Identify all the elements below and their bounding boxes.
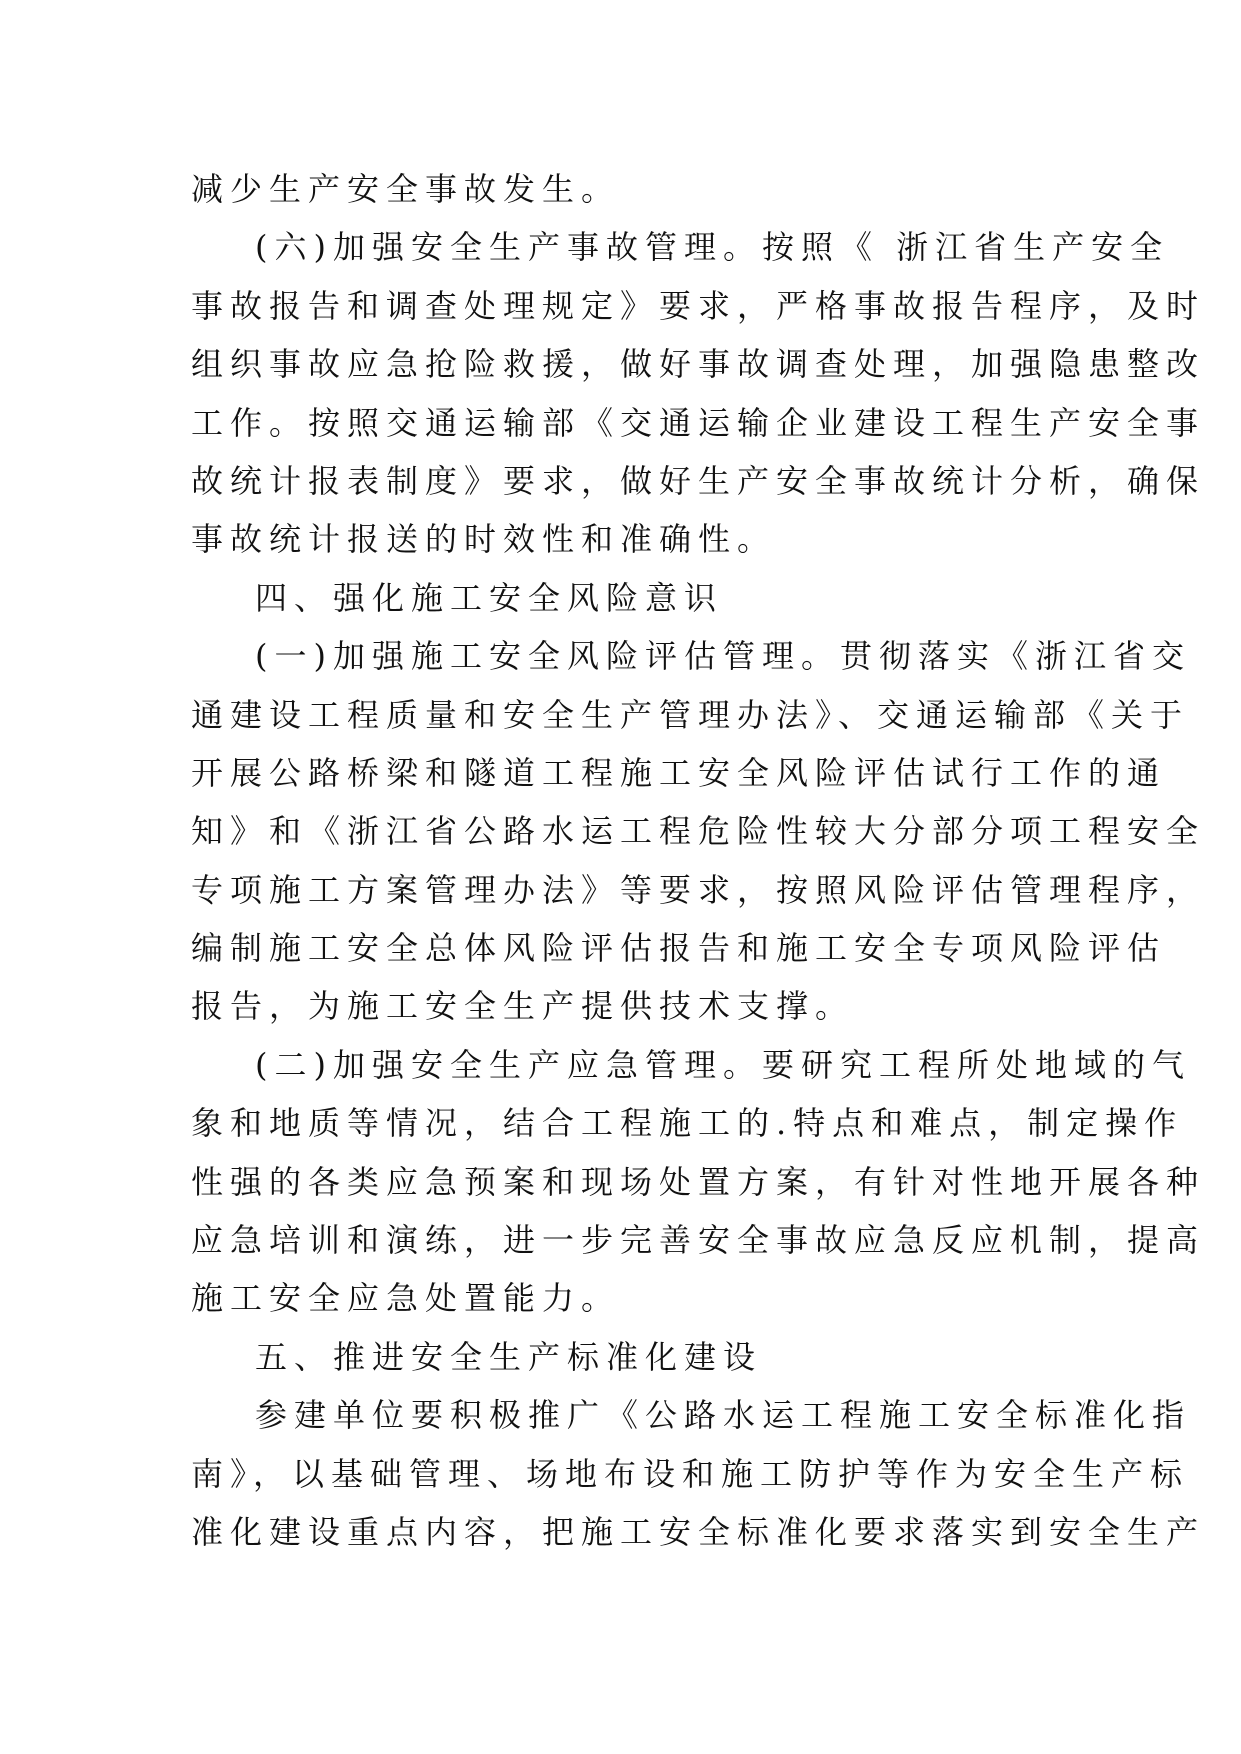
text-line: 组织事故应急抢险救援，做好事故调查处理，加强隐患整改: [191, 345, 1206, 384]
section-four-heading: 四、强化施工安全风险意识: [255, 578, 724, 617]
text-line: 开展公路桥梁和隧道工程施工安全风险评估试行工作的通: [191, 753, 1167, 792]
text-line: 性强的各类应急预案和现场处置方案，有针对性地开展各种: [191, 1162, 1206, 1201]
text-line: 知》和《浙江省公路水运工程危险性较大分部分项工程安全: [191, 812, 1206, 851]
text-line: 准化建设重点内容，把施工安全标准化要求落实到安全生产: [191, 1512, 1206, 1551]
text-line: 通建设工程质量和安全生产管理办法》、交通运输部《关于: [191, 695, 1190, 734]
text-line: 工作。按照交通运输部《交通运输企业建设工程生产安全事: [191, 403, 1206, 442]
paragraph-first-line: 参建单位要积极推广《公路水运工程施工安全标准化指: [255, 1396, 1192, 1435]
text-line: 施工安全应急处置能力。: [191, 1279, 621, 1318]
text-line: 事故报告和调查处理规定》要求，严格事故报告程序，及时: [191, 286, 1206, 325]
document-body: [191, 160, 1206, 1561]
text-line: 南》，以基础管理、场地布设和施工防护等作为安全生产标: [191, 1454, 1190, 1493]
text-line: 报告，为施工安全生产提供技术支撑。: [191, 987, 855, 1026]
text-line: 专项施工方案管理办法》等要求，按照风险评估管理程序，: [191, 870, 1206, 909]
paragraph-one-heading-line: (一)加强施工安全风险评估管理。贯彻落实《浙江省交: [255, 637, 1191, 676]
text-line: 事故统计报送的时效性和准确性。: [191, 520, 777, 559]
text-line: 应急培训和演练，进一步完善安全事故应急反应机制，提高: [191, 1221, 1206, 1260]
text-line: 减少生产安全事故发生。: [191, 170, 621, 208]
text-line: 故统计报表制度》要求，做好生产安全事故统计分析，确保: [191, 461, 1206, 500]
text-line: 编制施工安全总体风险评估报告和施工安全专项风险评估: [191, 929, 1167, 968]
text-line: 象和地质等情况，结合工程施工的.特点和难点，制定操作: [191, 1104, 1184, 1143]
paragraph-two-heading-line: (二)加强安全生产应急管理。要研究工程所处地域的气: [255, 1045, 1191, 1084]
paragraph-six-heading-line: (六)加强安全生产事故管理。按照《 浙江省生产安全: [255, 228, 1170, 267]
section-five-heading: 五、推进安全生产标准化建设: [255, 1337, 763, 1376]
